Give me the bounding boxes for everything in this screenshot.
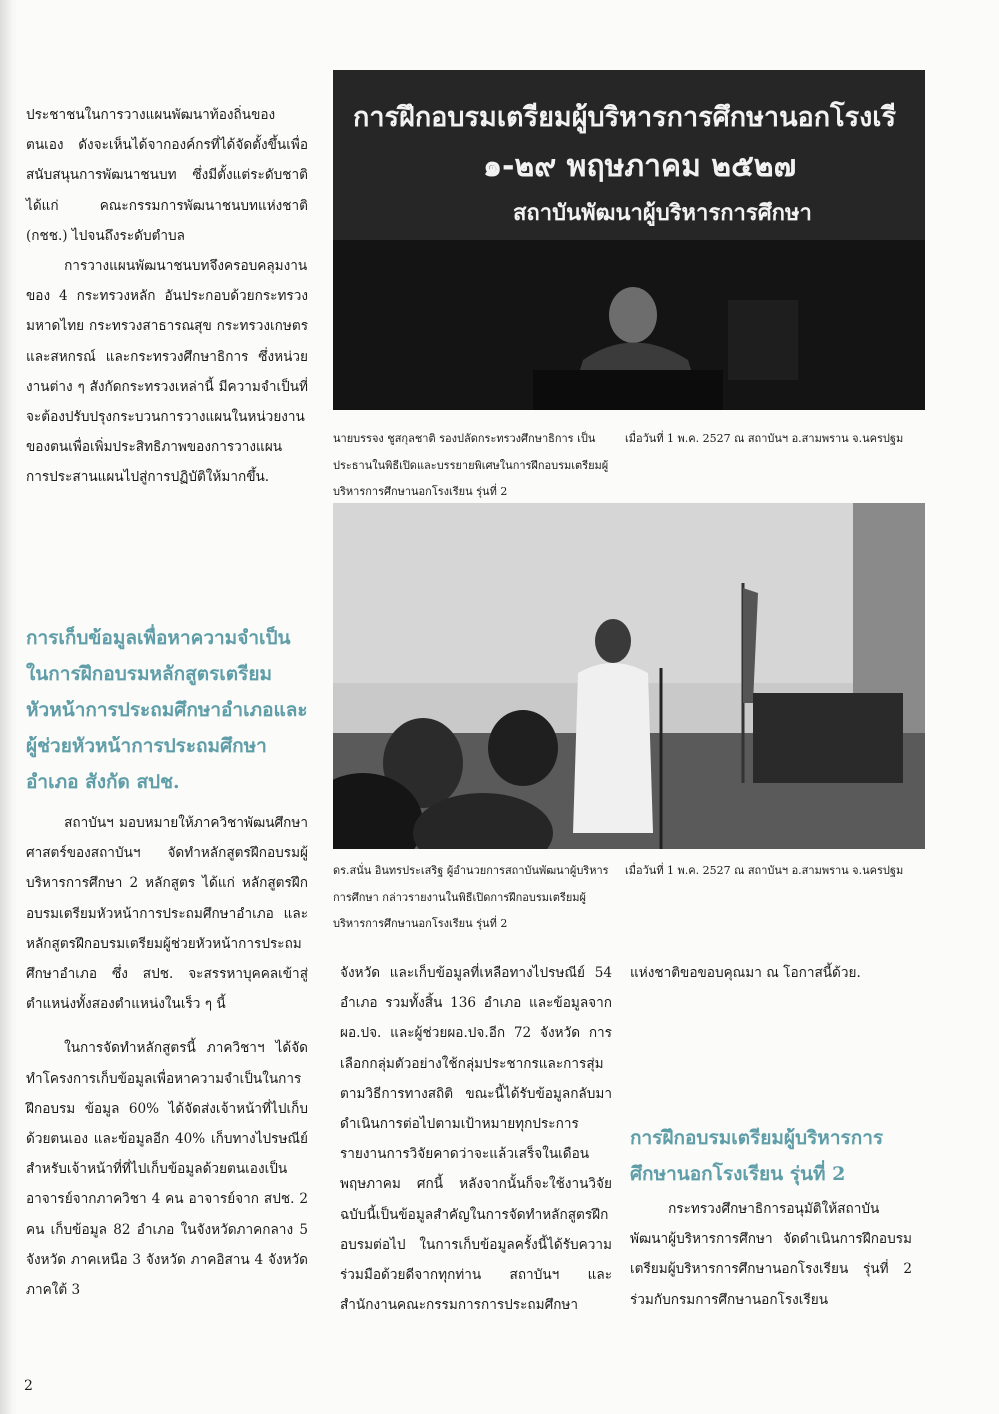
- column-1-bottom: [26, 808, 308, 1305]
- banner-line-3: สถาบันพัฒนาผู้บริหารการศึกษา: [513, 201, 812, 226]
- paragraph: การวางแผนพัฒนาชนบทจึงครอบคลุมงานของ 4 กระทรวงหลัก อันประกอบด้วยกระทรวงมหาดไทย กระทรวงสาธารณสุข กระทรวงเกษตรและสหกรณ์ และกระทรวงศึกษาธิการ ซึ่งหน่วยงานต่าง ๆ สังกัดกระทรวงเหล่านี้ มีความจำเป็นที่จะต้องปรับปรุงกระบวนการวางแผนในหน่วยงานของตนเพื่อเพิ่มประสิทธิภาพของการวางแผน การประสานแผนไปสู่การปฏิบัติให้มากขึ้น.: [26, 258, 308, 486]
- photo-opening-ceremony-speaker: [333, 70, 925, 410]
- column-2: [340, 958, 612, 1320]
- column-3-bottom: [630, 1194, 912, 1315]
- section-heading-needs-assessment: การเก็บข้อมูลเพื่อหาความจำเป็นในการฝึกอบรมหลักสูตรเตรียมหัวหน้าการประถมศึกษาอำเภอและผู้ช่วยหัวหน้าการประถมศึกษาอำเภอ สังกัด สปช.: [26, 627, 308, 793]
- paragraph: แห่งชาติขอขอบคุณมา ณ โอกาสนี้ด้วย.: [630, 965, 861, 981]
- photo-1-caption-right: เมื่อวันที่ 1 พ.ค. 2527 ณ สถาบันฯ อ.สามพราน จ.นครปฐม: [625, 432, 904, 445]
- page-edge-shadow: [0, 0, 18, 1414]
- paragraph: สถาบันฯ มอบหมายให้ภาควิชาพัฒนศึกษาศาสตร์ของสถาบันฯ จัดทำหลักสูตรฝึกอบรมผู้บริหารการศึกษา 2 หลักสูตร ได้แก่ หลักสูตรฝึกอบรมเตรียมหัวหน้าการประถมศึกษาอำเภอ และหลักสูตรฝึกอบรมเตรียมผู้ช่วยหัวหน้าการประถมศึกษาอำเภอ ซึ่ง สปช. จะสรรหาบุคคลเข้าสู่ตำแหน่งทั้งสองตำแหน่งในเร็ว ๆ นี้: [26, 815, 308, 1013]
- column-3-top: [630, 958, 912, 988]
- paragraph: กระทรวงศึกษาธิการอนุมัติให้สถาบันพัฒนาผู้บริหารการศึกษา จัดดำเนินการฝึกอบรมเตรียมผู้บริหารการศึกษานอกโรงเรียน รุ่นที่ 2 ร่วมกับกรมการศึกษานอกโรงเรียน: [630, 1201, 912, 1308]
- column-1-top: [26, 100, 308, 493]
- page-number: 2: [24, 1378, 33, 1394]
- section-heading-training-batch-2: การฝึกอบรมเตรียมผู้บริหารการศึกษานอกโรงเรียน รุ่นที่ 2: [630, 1127, 884, 1185]
- paragraph: ในการจัดทำหลักสูตรนี้ ภาควิชาฯ ได้จัดทำโครงการเก็บข้อมูลเพื่อหาความจำเป็นในการฝึกอบรม ข้อมูล 60% ได้จัดส่งเจ้าหน้าที่ไปเก็บด้วยตนเอง และข้อมูลอีก 40% เก็บทางไปรษณีย์ สำหรับเจ้าหน้าที่ที่ไปเก็บข้อมูลด้วยตนเองเป็นอาจารย์จากภาควิชา 4 คน อาจารย์จาก สปช. 2 คน เก็บข้อมูล 82 อำเภอ ในจังหวัดภาคกลาง 5 จังหวัด ภาคเหนือ 3 จังหวัด ภาคอิสาน 4 จังหวัด ภาคใต้ 3: [26, 1040, 308, 1299]
- photo-director-report: [333, 503, 925, 849]
- banner-line-1: การฝึกอบรมเตรียมผู้บริหารการศึกษานอกโรงเรี: [353, 102, 897, 133]
- paragraph: จังหวัด และเก็บข้อมูลที่เหลือทางไปรษณีย์ 54 อำเภอ รวมทั้งสิ้น 136 อำเภอ และข้อมูลจาก ผอ.ปจ. และผู้ช่วยผอ.ปจ.อีก 72 จังหวัด การเลือกกลุ่มตัวอย่างใช้กลุ่มประชากรและการสุ่มตามวิธีการทางสถิติ ขณะนี้ได้รับข้อมูลกลับมาดำเนินการต่อไปตามเป้าหมายทุกประการ รายงานการวิจัยคาดว่าจะแล้วเสร็จในเดือนพฤษภาคม ศกนี้ หลังจากนั้นก็จะใช้งานวิจัยฉบับนี้เป็นข้อมูลสำคัญในการจัดทำหลักสูตรฝึกอบรมต่อไป ในการเก็บข้อมูลครั้งนี้ได้รับความร่วมมือด้วยดีจากทุกท่าน สถาบันฯ และสำนักงานคณะกรรมการการประถมศึกษา: [340, 965, 612, 1314]
- photo-1-caption-left: นายบรรจง ชูสกุลชาติ รองปลัดกระทรวงศึกษาธิการ เป็นประธานในพิธีเปิดและบรรยายพิเศษในการฝึกอบรมเตรียมผู้บริหารการศึกษานอกโรงเรียน รุ่นที่ 2: [333, 432, 609, 498]
- paragraph: ประชาชนในการวางแผนพัฒนาท้องถิ่นของตนเอง ดังจะเห็นได้จากองค์กรที่ได้จัดตั้งขึ้นเพื่อสนับสนุนการพัฒนาชนบท ซึ่งมีตั้งแต่ระดับชาติ ได้แก่ คณะกรรมการพัฒนาชนบทแห่งชาติ (กชช.) ไปจนถึงระดับตำบล: [26, 107, 308, 244]
- photo-2-caption-right: เมื่อวันที่ 1 พ.ค. 2527 ณ สถาบันฯ อ.สามพราน จ.นครปฐม: [625, 864, 904, 877]
- photo-2-caption-left: ดร.สนั่น อินทรประเสริฐ ผู้อำนวยการสถาบันพัฒนาผู้บริหารการศึกษา กล่าวรายงานในพิธีเปิดการฝึกอบรมเตรียมผู้บริหารการศึกษานอกโรงเรียน รุ่นที่ 2: [333, 864, 609, 930]
- banner-line-2: ๑-๒๙ พฤษภาคม ๒๕๒๗: [483, 149, 797, 184]
